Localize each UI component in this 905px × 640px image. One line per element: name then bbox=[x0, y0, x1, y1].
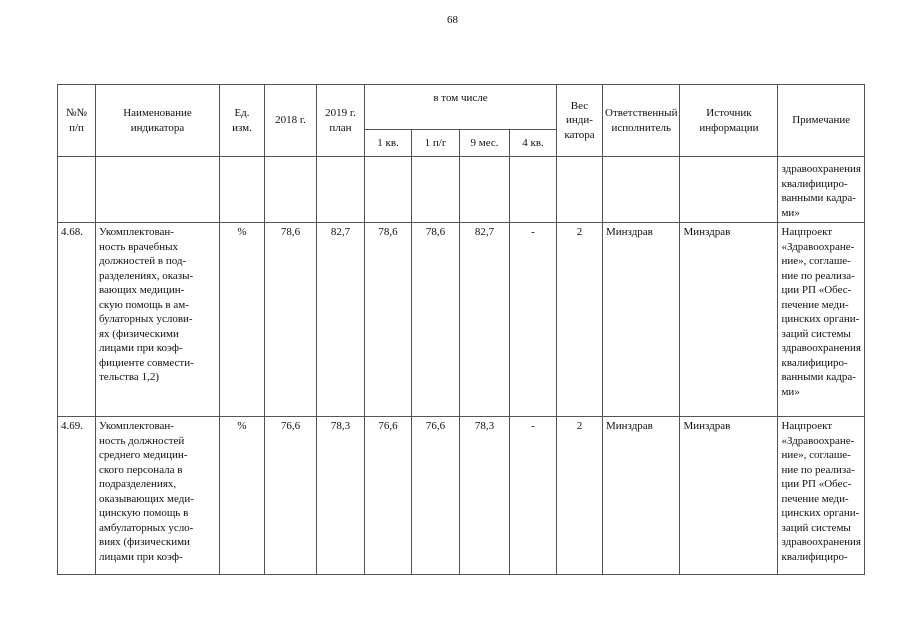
cell-unit bbox=[220, 157, 265, 223]
cell-q4 bbox=[510, 157, 557, 223]
cell-q1: 78,6 bbox=[365, 223, 412, 417]
cell-2018 bbox=[265, 157, 317, 223]
indicators-table bbox=[57, 84, 865, 575]
header-note: Примечание bbox=[778, 85, 864, 157]
header-2018: 2018 г. bbox=[265, 85, 317, 157]
header-h1: 1 п/г bbox=[412, 130, 460, 157]
cell-source bbox=[680, 157, 778, 223]
cell-source: Минздрав bbox=[680, 223, 778, 417]
cell-q4: - bbox=[510, 417, 557, 575]
cell-weight: 2 bbox=[557, 417, 603, 575]
cell-2018: 76,6 bbox=[265, 417, 317, 575]
table-row bbox=[58, 157, 865, 223]
header-q1: 1 кв. bbox=[365, 130, 412, 157]
cell-2019: 78,3 bbox=[317, 417, 365, 575]
header-q4: 4 кв. bbox=[510, 130, 557, 157]
cell-2019 bbox=[317, 157, 365, 223]
cell-q4: - bbox=[510, 223, 557, 417]
header-responsible: Ответственный исполнитель bbox=[603, 85, 680, 157]
cell-weight bbox=[557, 157, 603, 223]
cell-note: Нацпроект «Здравоохране- ние», соглаше- ние по реализа- ции РП «Обес- печение меди- цинских органи- заций системы здравоохранения квалифициро- bbox=[778, 417, 864, 575]
cell-name: Укомплектован- ность врачебных должностей в под- разделениях, оказы- вающих медицин- скую помощь в ам- булаторных услови- ях (физическими лицами при коэф- фициенте совмести- тельства 1,2) bbox=[96, 223, 220, 417]
cell-9m: 82,7 bbox=[460, 223, 510, 417]
cell-note: здравоохранения квалифициро- ванными кадра- ми» bbox=[778, 157, 864, 223]
cell-responsible: Минздрав bbox=[603, 223, 680, 417]
cell-num: 4.69. bbox=[58, 417, 96, 575]
cell-name bbox=[96, 157, 220, 223]
cell-num bbox=[58, 157, 96, 223]
cell-9m: 78,3 bbox=[460, 417, 510, 575]
header-including: в том числе bbox=[365, 85, 557, 130]
table-row bbox=[58, 417, 865, 575]
header-source: Источник информации bbox=[680, 85, 778, 157]
cell-responsible: Минздрав bbox=[603, 417, 680, 575]
cell-2019: 82,7 bbox=[317, 223, 365, 417]
header-name: Наименование индикатора bbox=[96, 85, 220, 157]
cell-note: Нацпроект «Здравоохране- ние», соглаше- ние по реализа- ции РП «Обес- печение меди- цинских органи- заций системы здравоохранения квалифициро- ванными кадра- ми» bbox=[778, 223, 864, 417]
header-row-main bbox=[58, 85, 865, 130]
header-weight: Вес инди- катора bbox=[557, 85, 603, 157]
header-2019-plan: 2019 г. план bbox=[317, 85, 365, 157]
cell-q1 bbox=[365, 157, 412, 223]
header-9m: 9 мес. bbox=[460, 130, 510, 157]
cell-h1: 76,6 bbox=[412, 417, 460, 575]
cell-h1: 78,6 bbox=[412, 223, 460, 417]
cell-unit: % bbox=[220, 417, 265, 575]
table-row bbox=[58, 223, 865, 417]
cell-num: 4.68. bbox=[58, 223, 96, 417]
cell-weight: 2 bbox=[557, 223, 603, 417]
page-number: 68 bbox=[447, 14, 458, 26]
cell-h1 bbox=[412, 157, 460, 223]
cell-responsible bbox=[603, 157, 680, 223]
header-num: №№ п/п bbox=[58, 85, 96, 157]
cell-q1: 76,6 bbox=[365, 417, 412, 575]
cell-2018: 78,6 bbox=[265, 223, 317, 417]
cell-source: Минздрав bbox=[680, 417, 778, 575]
header-unit: Ед. изм. bbox=[220, 85, 265, 157]
cell-unit: % bbox=[220, 223, 265, 417]
cell-9m bbox=[460, 157, 510, 223]
cell-name: Укомплектован- ность должностей среднего медицин- ского персонала в подразделениях, оказывающих меди- цинскую помощь в амбулаторных усло- виях (физическими лицами при коэф- bbox=[96, 417, 220, 575]
